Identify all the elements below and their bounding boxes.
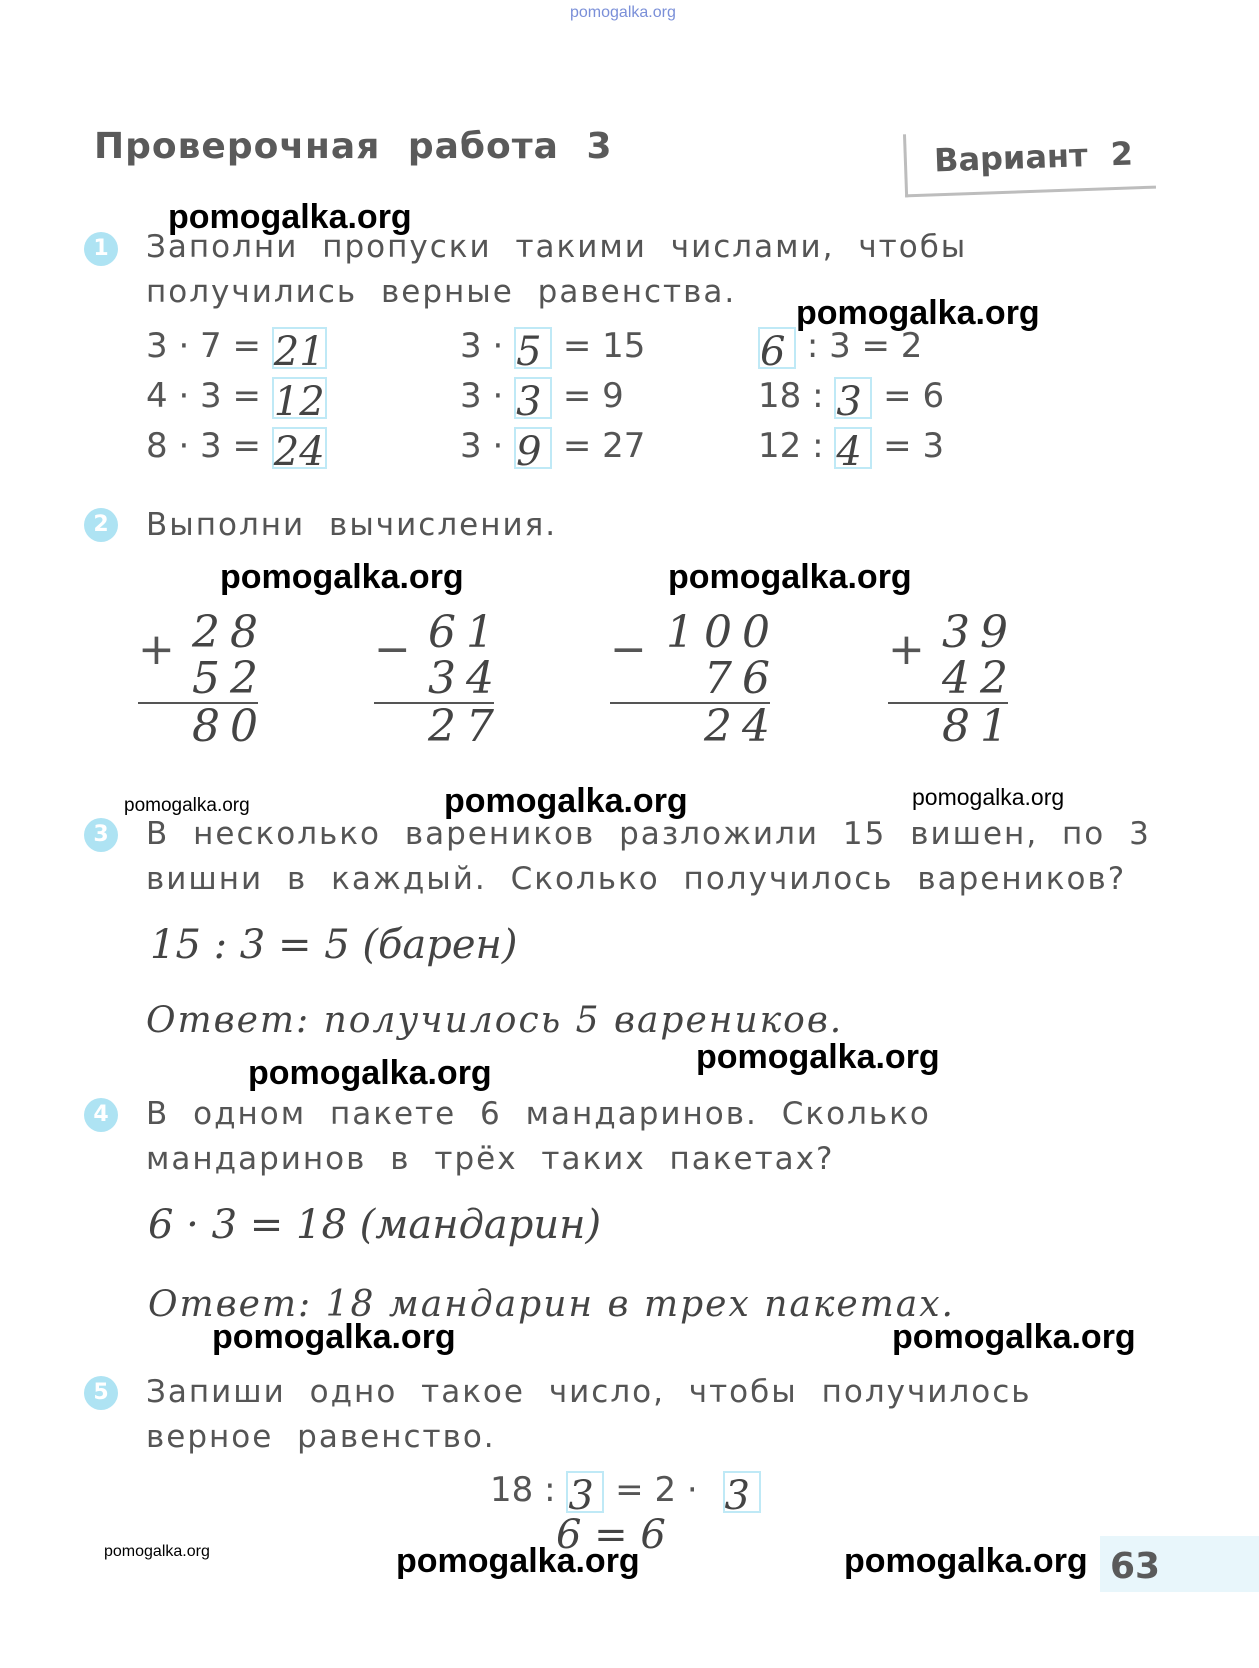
- handwritten-solution: 6 · 3 = 18 (мандарин): [148, 1202, 602, 1248]
- filled-answer: 4: [836, 428, 862, 475]
- operand-top: 28: [192, 607, 268, 658]
- top-watermark[interactable]: pomogalka.org: [570, 4, 676, 21]
- filled-answer: 3: [516, 378, 542, 425]
- operand-bottom: 42: [942, 653, 1018, 704]
- task1-column-1: [146, 326, 327, 476]
- operand-top: 100: [666, 607, 780, 658]
- result: 80: [192, 701, 268, 752]
- equation-row: 18 : 3 = 2 · 3: [490, 1470, 761, 1513]
- result: 27: [428, 701, 504, 752]
- filled-answer: 5: [516, 328, 542, 375]
- task-number-badge: 1: [84, 232, 118, 266]
- equation-row: 6 : 3 = 2: [760, 326, 923, 375]
- filled-answer: 12: [273, 378, 325, 425]
- filled-answer: 3: [724, 1472, 750, 1519]
- operand-top: 61: [428, 607, 504, 658]
- handwritten-answer: Ответ: получилось 5 вареников.: [146, 1000, 844, 1041]
- handwritten-answer: Ответ: 18 мандарин в трех пакетах.: [148, 1284, 955, 1325]
- column-calculation: [888, 607, 1018, 752]
- operation-sign: +: [138, 624, 175, 675]
- operand-bottom: 52: [192, 653, 268, 704]
- task1-column-2: [460, 326, 645, 476]
- watermark-link[interactable]: pomogalka.org: [696, 1038, 940, 1076]
- page-title: Проверочная работа 3: [94, 126, 613, 167]
- filled-answer: 6: [760, 328, 786, 375]
- watermark-link[interactable]: pomogalka.org: [212, 1318, 456, 1356]
- task-number-badge: 2: [84, 508, 118, 542]
- equation-row: 8 · 3 = 24: [146, 426, 325, 475]
- watermark-link[interactable]: pomogalka.org: [124, 795, 250, 816]
- filled-answer: 3: [836, 378, 862, 425]
- operand-bottom: 34: [428, 653, 504, 704]
- equation-row: 4 · 3 = 12: [146, 376, 325, 425]
- task5-text: Запиши одно такое число, чтобы получилось верное равенство.: [146, 1374, 1032, 1455]
- operand-bottom: 76: [704, 653, 780, 704]
- task-number-badge: 5: [84, 1376, 118, 1410]
- result: 24: [704, 701, 780, 752]
- filled-answer: 21: [273, 328, 325, 375]
- filled-answer: 3: [568, 1472, 594, 1519]
- watermark-link[interactable]: pomogalka.org: [248, 1054, 492, 1092]
- watermark-link[interactable]: pomogalka.org: [844, 1542, 1088, 1580]
- task4-text: В одном пакете 6 мандаринов. Сколько мандаринов в трёх таких пакетах?: [146, 1096, 931, 1177]
- equation-row: 3 · 9 = 27: [460, 426, 646, 475]
- result: 81: [942, 701, 1018, 752]
- handwritten-check: 6 = 6: [556, 1512, 666, 1558]
- watermark-link[interactable]: pomogalka.org: [892, 1318, 1136, 1356]
- equation-row: 3 · 7 = 21: [146, 326, 325, 375]
- operation-sign: −: [374, 624, 411, 675]
- task1-column-3: [758, 326, 944, 476]
- operand-top: 39: [942, 607, 1018, 658]
- watermark-link[interactable]: pomogalka.org: [444, 782, 688, 820]
- watermark-link[interactable]: pomogalka.org: [912, 784, 1065, 810]
- watermark-link[interactable]: pomogalka.org: [668, 558, 912, 596]
- watermark-link[interactable]: pomogalka.org: [220, 558, 464, 596]
- equation-row: 12 : 4 = 3: [758, 426, 945, 475]
- variant-label: Вариант 2: [933, 134, 1134, 180]
- filled-answer: 9: [516, 428, 542, 475]
- task2-text: Выполни вычисления.: [146, 507, 558, 543]
- column-calculation: [374, 607, 504, 752]
- operation-sign: +: [888, 624, 925, 675]
- handwritten-solution: 15 : 3 = 5 (барен): [150, 922, 518, 968]
- task-number-badge: 4: [84, 1098, 118, 1132]
- watermark-link[interactable]: pomogalka.org: [796, 294, 1040, 332]
- task-number-badge: 3: [84, 818, 118, 852]
- equation-row: 3 · 5 = 15: [460, 326, 646, 375]
- task1-text: Заполни пропуски такими числами, чтобы получились верные равенства.: [146, 229, 968, 310]
- operation-sign: −: [610, 624, 647, 675]
- column-calculation: [138, 607, 268, 752]
- task3-text: В несколько вареников разложили 15 вишен, по 3 вишни в каждый. Сколько получилось вареников?: [146, 816, 1151, 897]
- watermark-link[interactable]: pomogalka.org: [168, 198, 412, 236]
- watermark-link[interactable]: pomogalka.org: [104, 1543, 210, 1560]
- filled-answer: 24: [273, 428, 325, 475]
- equation-row: 3 · 3 = 9: [460, 376, 624, 425]
- column-calculation: [610, 607, 780, 752]
- equation-row: 18 : 3 = 6: [758, 376, 945, 425]
- page-number: 63: [1110, 1546, 1161, 1587]
- watermark-link[interactable]: pomogalka.org: [396, 1542, 640, 1580]
